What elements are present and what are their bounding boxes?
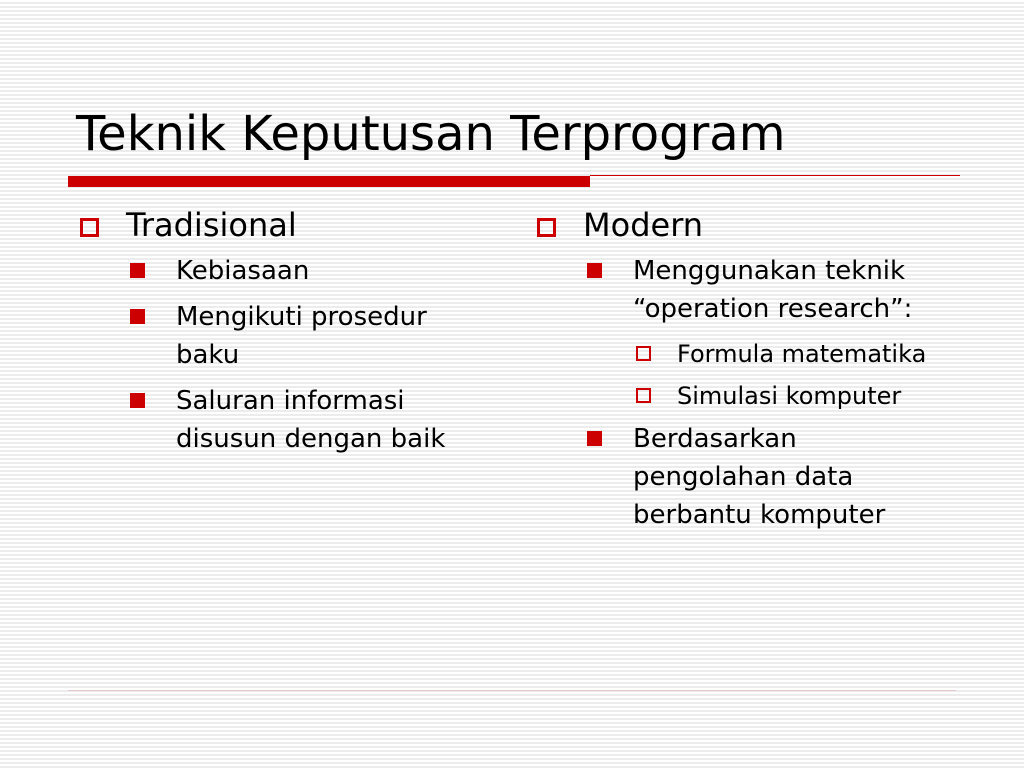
bullet-heading-tradisional (76, 204, 496, 246)
bullet-text: Berdasarkan pengolahan data berbantu komputer (633, 424, 886, 530)
hollow-square-bullet-icon (636, 346, 651, 361)
sub-bullet-text: Formula matematika (677, 340, 927, 368)
sub-bullet-text: Simulasi komputer (677, 382, 902, 410)
hollow-square-bullet-icon (537, 218, 556, 237)
sub-bullet-item (533, 336, 953, 372)
bullet-item (533, 420, 953, 534)
bullet-heading-modern (533, 204, 953, 246)
bullet-item (76, 298, 496, 374)
solid-square-bullet-icon (130, 393, 145, 408)
hollow-square-bullet-icon (636, 388, 651, 403)
bullet-text: Menggunakan teknik “operation research”: (633, 256, 913, 324)
title-underline-thin (590, 175, 960, 176)
heading-text: Tradisional (126, 206, 297, 244)
heading-text: Modern (583, 206, 704, 244)
bullet-item (76, 382, 496, 458)
sub-bullet-item (533, 378, 953, 414)
footer-rule (68, 690, 956, 691)
column-tradisional (76, 204, 496, 466)
bullet-item (76, 252, 496, 290)
solid-square-bullet-icon (587, 431, 602, 446)
solid-square-bullet-icon (130, 263, 145, 278)
column-modern (533, 204, 953, 542)
slide-title: Teknik Keputusan Terprogram (76, 106, 786, 162)
title-underline-thick (68, 176, 590, 187)
solid-square-bullet-icon (130, 309, 145, 324)
hollow-square-bullet-icon (80, 218, 99, 237)
bullet-text: Kebiasaan (176, 256, 310, 286)
bullet-text: Mengikuti prosedur baku (176, 302, 427, 370)
solid-square-bullet-icon (587, 263, 602, 278)
bullet-text: Saluran informasi disusun dengan baik (176, 386, 446, 454)
bullet-item (533, 252, 953, 328)
